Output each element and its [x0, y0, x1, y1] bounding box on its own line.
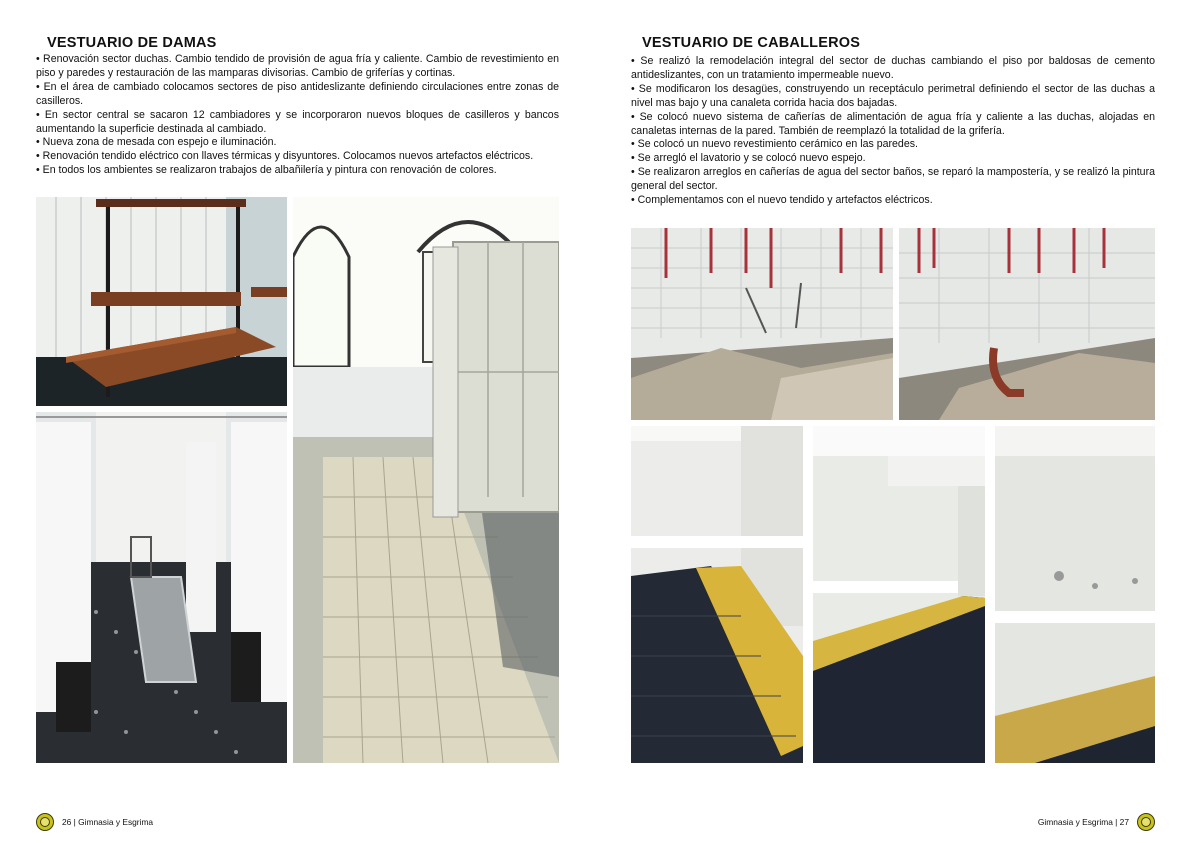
- right-page: [596, 0, 1191, 843]
- bullet-item: • Se realizó la remodelación integral del sector de duchas cambiando el piso por baldosas de cemento antideslizantes, con un tratamiento impermeable nuevo.: [631, 55, 1155, 81]
- photo-shower-floor-3: [995, 426, 1155, 763]
- bullet-item: • Se colocó nuevo sistema de cañerías de alimentación de agua fría y caliente a las duchas, alojadas en canaletas internas de la pared. También de reemplazó la totalidad de la grifería.: [631, 110, 1155, 137]
- photo-lockers-bench: [36, 197, 287, 406]
- club-crest-icon: [36, 813, 54, 831]
- photo-demolition-2: [899, 228, 1155, 420]
- bullet-item: • Nueva zona de mesada con espejo e iluminación.: [36, 136, 277, 149]
- section-title-damas: VESTUARIO DE DAMAS: [47, 35, 217, 51]
- page-number-left: 26 | Gimnasia y Esgrima: [62, 817, 154, 827]
- club-crest-icon: [1137, 813, 1155, 831]
- photo-shower-floor-2: [813, 426, 985, 763]
- bullet-item: • Se colocó un nuevo revestimiento cerámico en las paredes.: [631, 138, 918, 151]
- photo-demolition-1: [631, 228, 893, 420]
- bullet-list-damas: [36, 53, 559, 178]
- bullet-item: • Complementamos con el nuevo tendido y artefactos eléctricos.: [631, 194, 933, 207]
- bullet-item: • En sector central se sacaron 12 cambiadores y se incorporaron nuevos bloques de casilleros y bancos aumentando la superficie destinada al cambiado.: [36, 108, 559, 135]
- page-number-right: Gimnasia y Esgrima | 27: [1037, 817, 1129, 827]
- left-page: [0, 0, 595, 843]
- bullet-item: • Se modificaron los desagües, construyendo un receptáculo perimetral definiendo el sector de las duchas a nivel mas bajo y una canaleta corrida hacia dos bajadas.: [631, 82, 1155, 109]
- bullet-item: • Renovación sector duchas. Cambio tendido de provisión de agua fría y caliente. Cambio de revestimiento en piso y paredes y restauración de las mamparas divisorias. Cambio de griferías y cortinas.: [36, 53, 559, 79]
- footer-left: [36, 812, 153, 832]
- photo-corridor-lockers: [293, 197, 559, 763]
- bullet-item: • En todos los ambientes se realizaron trabajos de albañilería y pintura con renovación de colores.: [36, 164, 497, 177]
- bullet-item: • Se realizaron arreglos en cañerías de agua del sector baños, se reparó la mampostería, y se realizó la pintura general del sector.: [631, 166, 1155, 193]
- bullet-item: • En el área de cambiado colocamos sectores de piso antideslizante definiendo circulaciones entre zonas de casilleros.: [36, 80, 559, 107]
- photo-showers-damas: [36, 412, 287, 763]
- bullet-item: • Se arregló el lavatorio y se colocó nuevo espejo.: [631, 152, 866, 165]
- photo-shower-floor-1: [631, 426, 803, 763]
- bullet-item: • Renovación tendido eléctrico con llaves térmicas y disyuntores. Colocamos nuevos artefactos eléctricos.: [36, 150, 534, 163]
- section-title-caballeros: VESTUARIO DE CABALLEROS: [642, 35, 861, 51]
- bullet-list-caballeros: [631, 55, 1155, 208]
- footer-right: [1038, 812, 1155, 832]
